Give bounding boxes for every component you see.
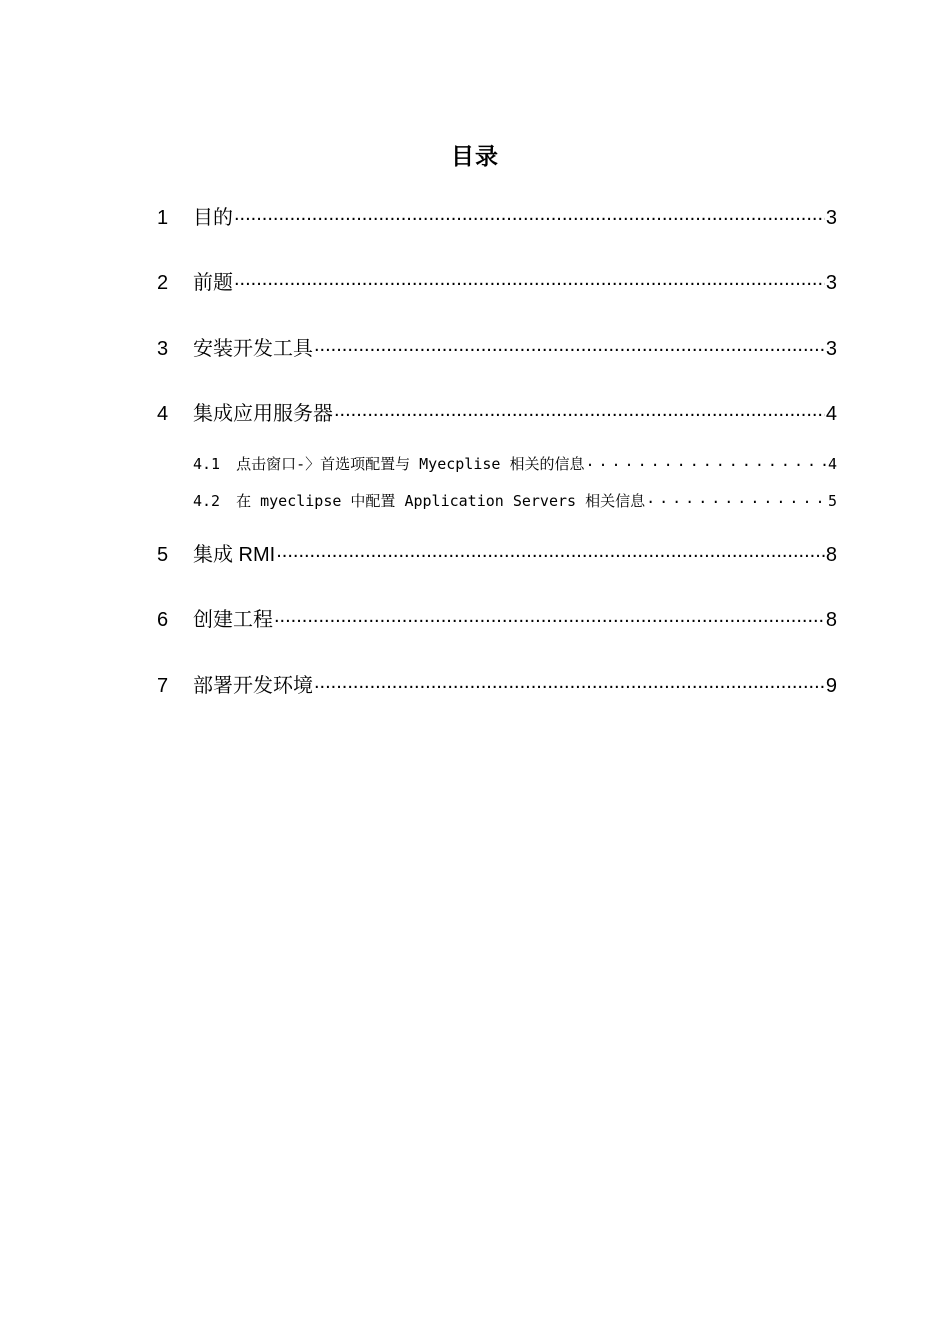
toc-entry-text: 目的 (193, 207, 233, 229)
toc-dot-leader (234, 269, 825, 289)
toc-dot-leader (314, 335, 825, 355)
toc-entry-page: 3 (825, 272, 837, 294)
toc-subentry[interactable] (157, 490, 837, 512)
toc-entry-page: 3 (825, 207, 837, 229)
toc-entry-text: 集成应用服务器 (193, 403, 333, 425)
toc-entry-text: 安装开发工具 (193, 338, 313, 360)
toc-entry-number: 6 (157, 609, 169, 631)
toc-dot-leader (314, 672, 825, 692)
toc-entry-page: 5 (827, 492, 837, 510)
toc-dot-leader (585, 454, 827, 469)
toc-entry-number: 4 (157, 403, 169, 425)
toc-dot-leader (276, 541, 825, 561)
toc-dot-leader (274, 606, 825, 626)
toc-entry[interactable] (157, 332, 837, 360)
toc-entry-number: 4.2 (193, 492, 221, 510)
toc-subentry[interactable] (157, 453, 837, 475)
toc-entry[interactable] (157, 201, 837, 229)
toc-entry-page: 8 (825, 609, 837, 631)
toc-title: 目录 (451, 144, 499, 170)
toc-dot-leader (234, 204, 825, 224)
toc-entry[interactable] (157, 603, 837, 631)
toc-entry-page: 4 (827, 455, 837, 473)
toc-entry-number: 2 (157, 272, 169, 294)
toc-entry-text: 部署开发环境 (193, 675, 313, 697)
toc-dot-leader (334, 400, 825, 420)
toc-entry-number: 3 (157, 338, 169, 360)
toc-entry-number: 4.1 (193, 455, 221, 473)
toc-entry-text: 在 myeclipse 中配置 Application Servers 相关信息 (236, 492, 646, 510)
toc-entry[interactable] (157, 397, 837, 425)
toc-entry-text: 集成 RMI (193, 544, 276, 566)
toc-entry-page: 9 (825, 675, 837, 697)
toc-entry[interactable] (157, 538, 837, 566)
toc-entry-text: 点击窗口-〉首选项配置与 Myecplise 相关的信息 (236, 455, 585, 473)
toc-entry-text: 前题 (193, 272, 233, 294)
toc-dot-leader (646, 491, 827, 506)
toc-entry-page: 3 (825, 338, 837, 360)
toc-entry[interactable] (157, 669, 837, 697)
toc-entry-page: 8 (825, 544, 837, 566)
toc-entry-page: 4 (825, 403, 837, 425)
toc-entry-text: 创建工程 (193, 609, 273, 631)
toc-entry-number: 5 (157, 544, 169, 566)
toc-entry-number: 1 (157, 207, 169, 229)
toc-entry-number: 7 (157, 675, 169, 697)
toc-entry[interactable] (157, 266, 837, 294)
